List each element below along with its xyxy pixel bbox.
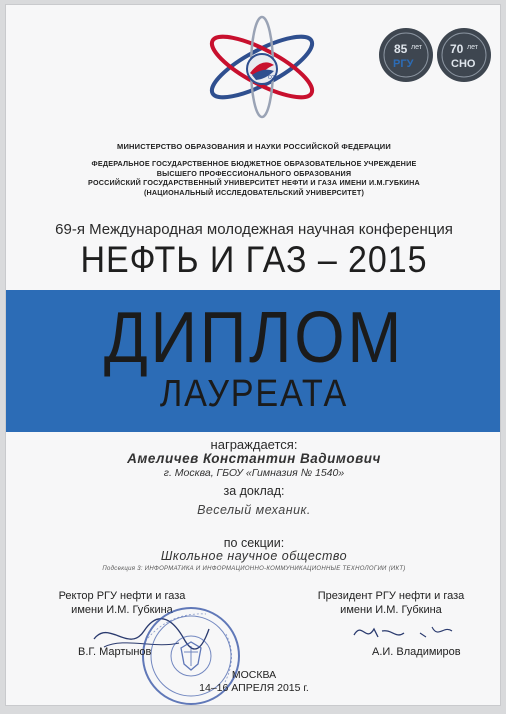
conference-subtitle: 69-я Международная молодежная научная конференция bbox=[55, 221, 453, 238]
institution-line: ВЫСШЕГО ПРОФЕССИОНАЛЬНОГО ОБРАЗОВАНИЯ bbox=[156, 168, 352, 178]
anniversary-badge-rgu bbox=[378, 27, 434, 83]
ministry-heading: МИНИСТЕРСТВО ОБРАЗОВАНИЯ И НАУКИ РОССИЙСКОЙ ФЕДЕРАЦИИ bbox=[117, 142, 391, 151]
president-signature bbox=[348, 615, 458, 647]
institution-heading bbox=[6, 159, 501, 197]
badge-left-unit: лет bbox=[411, 44, 422, 51]
logo-text: ОЗНУ bbox=[268, 75, 282, 81]
diploma-certificate bbox=[5, 4, 501, 706]
anniversary-badge-sno bbox=[436, 27, 492, 83]
badge-left-number: 85 bbox=[394, 42, 408, 56]
badge-left-text: РГУ bbox=[393, 58, 414, 70]
section-label: по секции: bbox=[223, 536, 285, 550]
president-title-line: Президент РГУ нефти и газа bbox=[317, 590, 465, 602]
section-name: Школьное научное общество bbox=[160, 549, 348, 563]
diploma-title: ДИПЛОМ bbox=[103, 298, 405, 378]
conference-dates: 14–16 АПРЕЛЯ 2015 г. bbox=[199, 682, 309, 694]
badge-right-text: СНО bbox=[451, 58, 476, 70]
subsection-name: Подсекция 3: ИНФОРМАТИКА И ИНФОРМАЦИОННО-КОММУНИКАЦИОННЫЕ ТЕХНОЛОГИИ (ИКТ) bbox=[102, 566, 406, 572]
badge-right-unit: лет bbox=[467, 44, 478, 51]
president-title-line: имени И.М. Губкина bbox=[340, 604, 442, 616]
institution-line: РОССИЙСКИЙ ГОСУДАРСТВЕННЫЙ УНИВЕРСИТЕТ НЕФТИ И ГАЗА ИМЕНИ И.М.ГУБКИНА bbox=[88, 178, 420, 188]
conference-title: НЕФТЬ И ГАЗ – 2015 bbox=[80, 239, 428, 280]
rector-title-line: имени И.М. Губкина bbox=[71, 604, 173, 616]
institution-line: ФЕДЕРАЛЬНОЕ ГОСУДАРСТВЕННОЕ БЮДЖЕТНОЕ ОБРАЗОВАТЕЛЬНОЕ УЧРЕЖДЕНИЕ bbox=[91, 159, 417, 168]
institution-line: (НАЦИОНАЛЬНЫЙ ИССЛЕДОВАТЕЛЬСКИЙ УНИВЕРСИТЕТ) bbox=[143, 187, 365, 197]
report-title: Веселый механик. bbox=[197, 503, 311, 517]
diploma-subtitle: ЛАУРЕАТА bbox=[159, 373, 349, 415]
recipient-school: г. Москва, ГБОУ «Гимназия № 1540» bbox=[163, 467, 345, 479]
badge-right-number: 70 bbox=[450, 42, 464, 56]
president-name: А.И. Владимиров bbox=[372, 646, 461, 658]
recipient-name: Амеличев Константин Вадимович bbox=[127, 451, 381, 466]
rector-title-line: Ректор РГУ нефти и газа bbox=[58, 590, 186, 602]
president-title bbox=[296, 589, 486, 617]
report-label: за доклад: bbox=[223, 484, 285, 498]
city-label: МОСКВА bbox=[231, 669, 277, 681]
awarded-label: награждается: bbox=[210, 437, 298, 452]
rector-name: В.Г. Мартынов bbox=[78, 646, 152, 658]
university-emblem-logo bbox=[202, 9, 322, 119]
